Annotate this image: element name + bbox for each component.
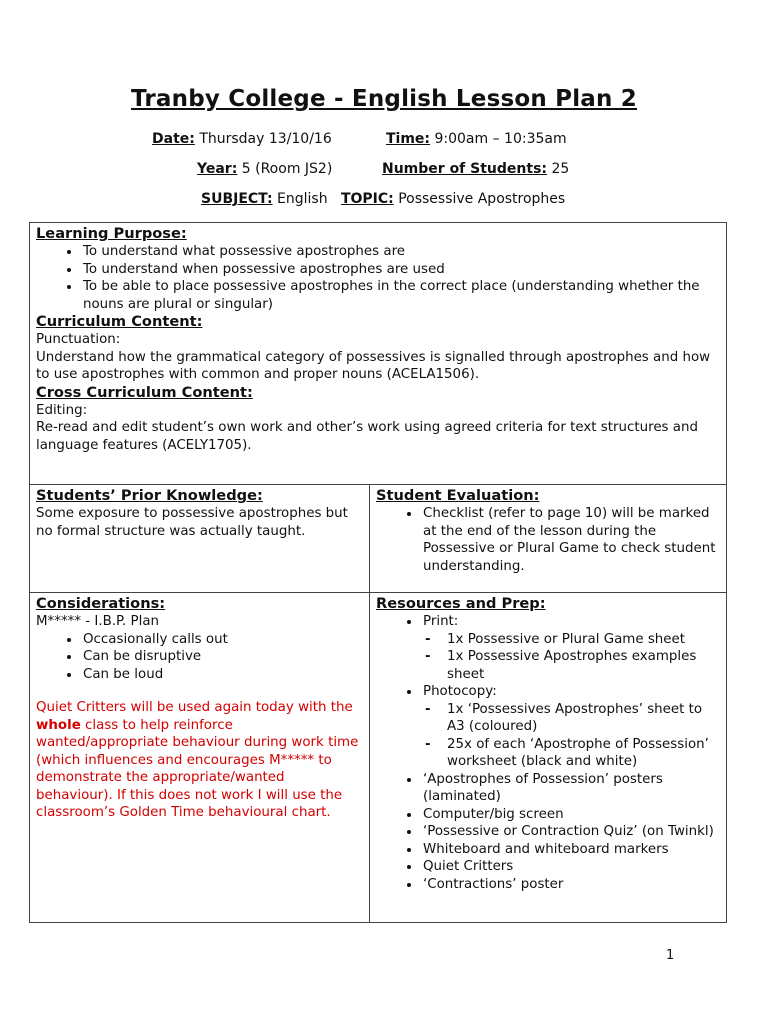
photocopy-label: Photocopy: (423, 684, 497, 699)
evaluation-cell (370, 485, 727, 593)
list-item: - 1x Possessive Apostrophes examples sheet (445, 648, 720, 683)
list-item: • To understand when possessive apostrophes are used (81, 261, 720, 279)
behaviour-note (36, 699, 363, 822)
time-field (386, 131, 567, 147)
curriculum-heading: Curriculum Content: (36, 313, 203, 330)
note-text-start: Quiet Critters will be used again today with the (36, 700, 353, 715)
lesson-plan-table (29, 222, 727, 923)
photocopy-list (423, 701, 720, 771)
students-label: Number of Students: (382, 161, 547, 177)
list-item: • Quiet Critters (421, 858, 720, 876)
list-item: - 1x Possessive or Plural Game sheet (445, 631, 720, 649)
list-item: - 1x ‘Possessives Apostrophes’ sheet to A3 (coloured) (445, 701, 720, 736)
cross-curriculum-text: Re-read and edit student’s own work and other’s work using agreed criteria for text structures and language features (ACELY1705). (36, 420, 698, 453)
subject-label: SUBJECT: (201, 191, 273, 207)
list-item: • To be able to place possessive apostrophes in the correct place (understanding whether the nouns are plural or singular) (81, 278, 720, 313)
note-text-end: class to help reinforce wanted/appropriate behaviour during work time (which influences and encourages M***** to demonstrate the appropriate/wanted behaviour). If this does not work I will use the classroom’s Golden Time behavioural chart. (36, 717, 359, 820)
list-item (421, 683, 720, 771)
students-value: 25 (551, 161, 570, 177)
list-item: • Can be disruptive (81, 648, 363, 666)
cross-curriculum-sub: Editing: (36, 402, 88, 418)
considerations-list (36, 631, 363, 684)
list-item: • Occasionally calls out (81, 631, 363, 649)
considerations-heading: Considerations: (36, 595, 166, 612)
date-label: Date: (152, 131, 195, 147)
document-title: Tranby College - English Lesson Plan 2 (131, 86, 637, 112)
list-item (421, 613, 720, 683)
list-item: • To understand what possessive apostrophes are (81, 243, 720, 261)
list-item: • ‘Apostrophes of Possession’ posters (laminated) (421, 771, 720, 806)
prior-knowledge-text: Some exposure to possessive apostrophes but no formal structure was actually taught. (36, 506, 348, 539)
date-field (152, 131, 332, 147)
print-label: Print: (423, 614, 459, 629)
curriculum-text: Understand how the grammatical category of possessives is signalled through apostrophes and how to use apostrophes with common and proper nouns (ACELA1506). (36, 349, 711, 382)
year-label: Year: (197, 161, 238, 177)
list-item: • Checklist (refer to page 10) will be marked at the end of the lesson during the Possessive or Plural Game to check student understanding. (421, 505, 720, 575)
student-note: M***** - I.B.P. Plan (36, 614, 160, 629)
prior-knowledge-cell (30, 485, 370, 593)
resources-cell (370, 593, 727, 923)
prior-knowledge-heading: Students’ Prior Knowledge: (36, 487, 263, 504)
list-item: • Whiteboard and whiteboard markers (421, 841, 720, 859)
students-field (382, 161, 569, 177)
list-item: • ‘Contractions’ poster (421, 876, 720, 894)
cross-curriculum-heading: Cross Curriculum Content: (36, 383, 253, 401)
page-number: 1 (666, 948, 675, 963)
resources-heading: Resources and Prep: (376, 595, 546, 612)
date-value: Thursday 13/10/16 (199, 131, 332, 147)
topic-value: Possessive Apostrophes (398, 191, 566, 207)
year-field (197, 161, 332, 177)
list-item: - 25x of each ‘Apostrophe of Possession’ worksheet (black and white) (445, 736, 720, 771)
evaluation-list (376, 505, 720, 575)
topic-label: TOPIC: (340, 191, 394, 207)
list-item: • ‘Possessive or Contraction Quiz’ (on Twinkl) (421, 823, 720, 841)
subject-value: English (277, 191, 328, 207)
time-label: Time: (386, 131, 431, 147)
evaluation-heading: Student Evaluation: (376, 487, 540, 504)
time-value: 9:00am – 10:35am (434, 131, 567, 147)
curriculum-sub: Punctuation: (36, 332, 121, 347)
considerations-cell (30, 593, 370, 923)
year-value: 5 (Room JS2) (241, 161, 333, 177)
subject-topic-field (201, 191, 565, 207)
list-item: • Can be loud (81, 666, 363, 684)
resources-list (376, 613, 720, 893)
purpose-cell (30, 223, 727, 485)
note-text-bold: whole (36, 717, 81, 733)
print-list (423, 631, 720, 684)
learning-purpose-heading: Learning Purpose: (36, 225, 187, 242)
list-item: • Computer/big screen (421, 806, 720, 824)
learning-purpose-list (36, 243, 720, 313)
